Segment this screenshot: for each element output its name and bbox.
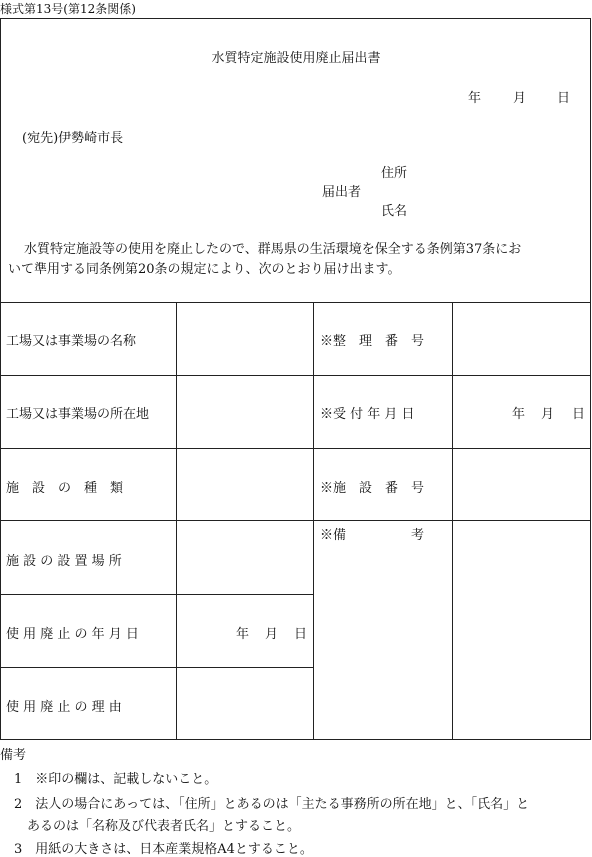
form-number-label: 様式第13号(第12条関係) xyxy=(0,2,136,16)
discontinuation-date-month: 月 xyxy=(265,627,279,642)
body-text-line-2: いて準用する同条例第20条の規定により、次のとおり届け出ます。 xyxy=(8,262,401,277)
remark-item: あるのは「名称及び代表者氏名」とすること。 xyxy=(14,819,301,834)
row-divider xyxy=(0,448,591,449)
column-divider xyxy=(176,302,177,739)
remark-item: 3 用紙の大きさは、日本産業規格A4とすること。 xyxy=(14,842,313,857)
receipt-date-month: 月 xyxy=(541,407,555,422)
remarks-heading: 備考 xyxy=(0,748,27,763)
discontinuation-date-day: 日 xyxy=(294,627,308,642)
column-divider xyxy=(452,302,453,739)
receipt-date-year: 年 xyxy=(512,407,526,422)
receipt-date-label: ※受 付 年 月 日 xyxy=(320,407,415,422)
factory-name-label: 工場又は事業場の名称 xyxy=(6,334,137,349)
column-divider xyxy=(313,302,314,739)
facility-number-label: ※施 設 番 号 xyxy=(320,481,425,496)
body-text-line-1: 水質特定施設等の使用を廃止したので、群馬県の生活環境を保全する条例第37条にお xyxy=(24,242,522,257)
facility-type-label: 施 設 の 種 類 xyxy=(6,481,124,496)
table-top-border xyxy=(0,302,591,303)
document-title: 水質特定施設使用廃止届出書 xyxy=(211,51,381,66)
addressee: (宛先)伊勢崎市長 xyxy=(22,131,124,146)
date-year-label: 年 xyxy=(468,91,482,106)
row-divider xyxy=(0,594,313,595)
discontinuation-reason-label: 使 用 廃 止 の 理 由 xyxy=(6,700,122,715)
row-divider xyxy=(0,667,313,668)
factory-location-label: 工場又は事業場の所在地 xyxy=(6,407,150,422)
facility-location-label: 施 設 の 設 置 場 所 xyxy=(6,554,122,569)
notifier-label: 届出者 xyxy=(322,185,362,200)
date-month-label: 月 xyxy=(513,91,527,106)
discontinuation-date-label: 使 用 廃 止 の 年 月 日 xyxy=(6,627,139,642)
notifier-name-label: 氏名 xyxy=(381,204,408,219)
reference-number-label: ※整 理 番 号 xyxy=(320,334,425,349)
date-day-label: 日 xyxy=(557,91,571,106)
receipt-date-day: 日 xyxy=(572,407,586,422)
remarks-cell-label: ※備 考 xyxy=(320,528,425,543)
row-divider xyxy=(0,520,591,521)
notifier-address-label: 住所 xyxy=(381,166,408,181)
row-divider xyxy=(0,375,591,376)
remark-item: 2 法人の場合にあっては、「住所」とあるのは「主たる事務所の所在地」と、「氏名」と xyxy=(14,797,530,812)
discontinuation-date-year: 年 xyxy=(236,627,250,642)
remark-item: 1 ※印の欄は、記載しないこと。 xyxy=(14,772,218,787)
